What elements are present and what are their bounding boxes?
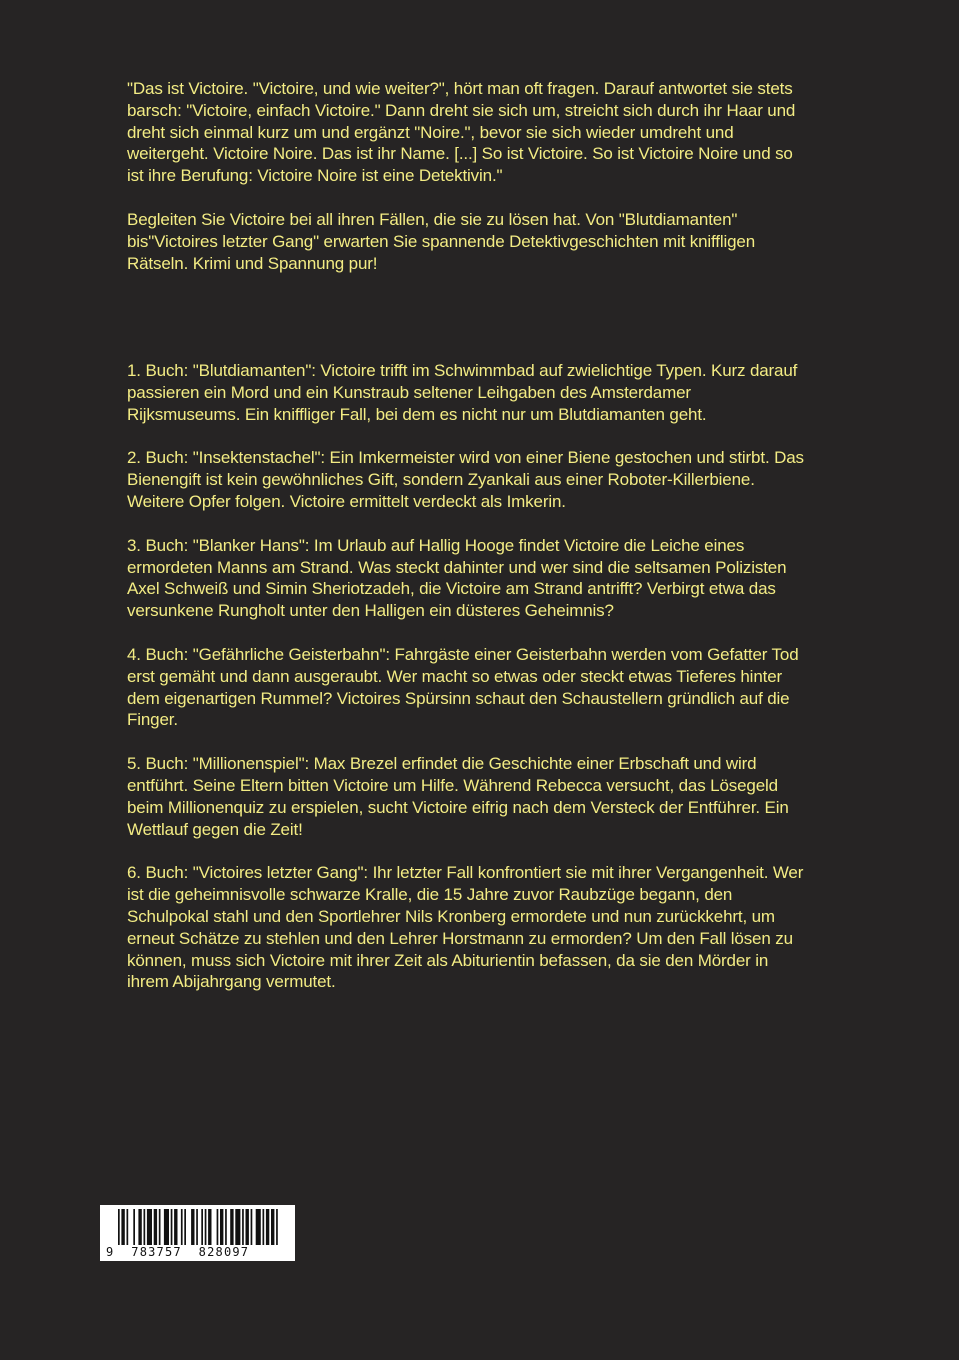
- intro-section: [127, 78, 807, 296]
- isbn-barcode: [100, 1205, 295, 1261]
- barcode-bar: [256, 1209, 261, 1245]
- barcode-bar: [225, 1209, 227, 1245]
- book-description: 5. Buch: "Millionenspiel": Max Brezel erfindet die Geschichte einer Erbschaft und wird entführt. Seine Eltern bitten Victoire um Hilfe. Während Rebecca versucht, das Lösegeld beim Millionenquiz zu erspielen, sucht Victoire eifrig nach dem Versteck der Entführer. Ein Wettlauf gegen die Zeit!: [127, 754, 789, 839]
- barcode-bar: [144, 1209, 146, 1245]
- barcode-digits: 9 783757 828097: [106, 1245, 250, 1259]
- barcode-bar: [164, 1209, 169, 1245]
- barcode-bar: [171, 1209, 173, 1245]
- barcode-bar: [191, 1209, 194, 1245]
- barcode-bar: [217, 1209, 219, 1245]
- book-description: 6. Buch: "Victoires letzter Gang": Ihr letzter Fall konfrontiert sie mit ihrer Vergangenheit. Wer ist die geheimnisvolle schwarze Kralle, die 15 Jahre zuvor Raubzüge begann, den Schulpokal stahl und den Sportlehrer Nils Kronberg ermordete und nun zurückkehrt, um erneut Schätze zu stehlen und den Lehrer Horstmann zu ermorden? Um den Fall lösen zu können, muss sich Victoire mit ihrer Zeit als Abiturientin befassen, da sie den Mörder in ihrem Abijahrgang vermutet.: [127, 863, 804, 992]
- barcode-bar: [230, 1209, 233, 1245]
- intro-paragraph: "Das ist Victoire. "Victoire, und wie weiter?", hört man oft fragen. Darauf antwortet sie stets barsch: "Victoire, einfach Victoire." Dann dreht sie sich um, streicht sich durch ihr Haar und dreht sich einmal kurz um und ergänzt "Noire.", bevor sie sich wieder umdreht und weitergeht. Victoire Noire. Das ist ihr Name. [...] So ist Victoire. So ist Victoire Noire und so ist ihre Berufung: Victoire Noire ist eine Detektivin.": [127, 79, 796, 186]
- barcode-bar: [266, 1209, 269, 1245]
- barcode-bar: [184, 1209, 186, 1245]
- intro-paragraph: Begleiten Sie Victoire bei all ihren Fällen, die sie zu lösen hat. Von "Blutdiamanten" bis"Victoires letzter Gang" erwarten Sie spannende Detektivgeschichten mit kniffligen Rätseln. Krimi und Spannung pur!: [127, 209, 756, 273]
- barcode-bar: [159, 1209, 161, 1245]
- barcode-bar: [118, 1209, 120, 1245]
- barcode-bar: [271, 1209, 274, 1245]
- barcode-bar: [133, 1209, 135, 1245]
- barcode-bar: [220, 1209, 223, 1245]
- book-description: 1. Buch: "Blutdiamanten": Victoire trifft im Schwimmbad auf zwielichtige Typen. Kurz darauf passieren ein Mord und ein Kunstraub seltener Leihgaben des Amsterdamer Rijksmuseums. Ein kniffliger Fall, bei dem es nicht nur um Blutdiamanten geht.: [127, 361, 798, 424]
- barcode-bar: [251, 1209, 253, 1245]
- barcode-bar: [181, 1209, 183, 1245]
- barcode-bar: [147, 1209, 152, 1245]
- book-description: 4. Buch: "Gefährliche Geisterbahn": Fahrgäste einer Geisterbahn werden vom Gefatter Tod erst gemäht und dann ausgeraubt. Wer macht so etwas oder steckt etwas Tieferes hinter dem eigenartigen Rummel? Victoires Spürsinn schaut den Schaustellern gründlich auf die Finger.: [127, 644, 799, 730]
- barcode-bar: [235, 1209, 240, 1245]
- barcode-bar: [246, 1209, 249, 1245]
- barcode-bar: [196, 1209, 198, 1245]
- barcode-bar: [205, 1209, 207, 1245]
- barcode-bar: [127, 1209, 129, 1245]
- barcode-bar: [208, 1209, 211, 1245]
- book-description: 3. Buch: "Blanker Hans": Im Urlaub auf Hallig Hooge findet Victoire die Leiche eines ermordeten Manns am Strand. Was steckt dahinter und wer sind die seltsamen Polizisten Axel Schweiß und Simin Sheriotzadeh, die Victoire am Strand antrifft? Verbirgt etwa das versunkene Rungholt unter den Halligen ein düsteres Geheimnis?: [127, 535, 787, 621]
- book-list: [127, 360, 807, 1015]
- barcode-bar: [242, 1209, 244, 1245]
- barcode-bar: [121, 1209, 124, 1245]
- barcode-bar: [174, 1209, 177, 1245]
- barcode-bar: [138, 1209, 141, 1245]
- barcode-bar: [154, 1209, 157, 1245]
- barcode-bars: [100, 1205, 295, 1247]
- book-description: 2. Buch: "Insektenstachel": Ein Imkermeister wird von einer Biene gestochen und stirbt. Das Bienengift ist kein gewöhnliches Gift, sondern Zyankali aus einer Roboter-Killerbiene. Weitere Opfer folgen. Victoire ermittelt verdeckt als Imkerin.: [127, 448, 804, 511]
- barcode-bar: [201, 1209, 203, 1245]
- barcode-bar: [263, 1209, 265, 1245]
- barcode-bar: [276, 1209, 278, 1245]
